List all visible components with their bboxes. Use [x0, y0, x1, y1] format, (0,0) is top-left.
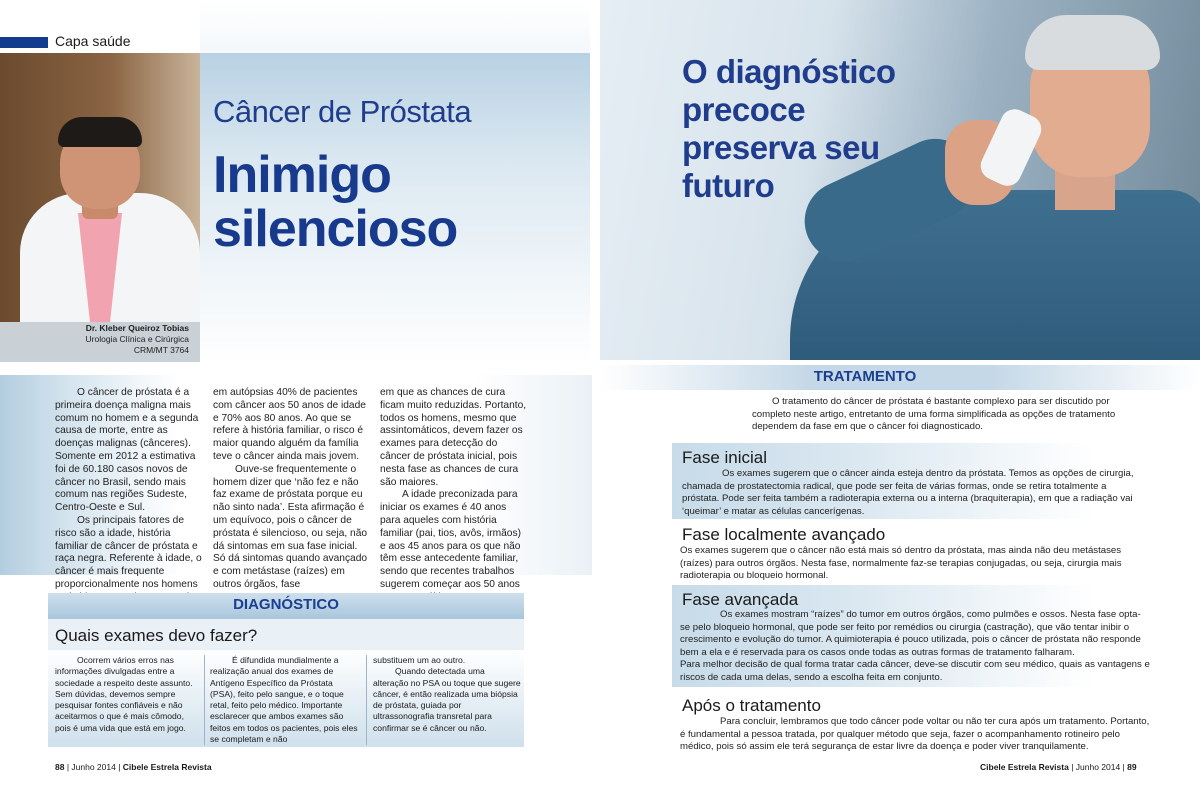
section-bar	[0, 37, 48, 48]
diagnostico-column-3	[373, 655, 521, 734]
page-number: 88	[55, 762, 65, 772]
paragraph: Os principais fatores de risco são a idade, história familiar de câncer de próstata e raça negra. Referente à idade, o câncer é mais frequente proporcionalmente nos homens	[55, 514, 202, 590]
paragraph: A idade preconizada para iniciar os exames é 40 anos para aqueles com história familiar (pai, tios, avôs, irmãos) e aos 45 anos para os que não têm esse antecedente familiar, sendo que recentes trabalhos sugerem começar aos 50 anos	[380, 489, 521, 590]
tratamento-intro	[752, 396, 1147, 434]
footer-date: | Junho 2014 |	[1068, 762, 1128, 772]
fase-localmente-avancado-text	[680, 545, 1150, 583]
paragraph: Os exames sugerem que o câncer ainda esteja dentro da próstata. Temos as opções de cirurgia, chamada de prostatectomia radical, que pode ser feita de várias formas, onde se retira totalmente a próstata. Pode ser feita também a radioterapia externa ou a interna (braquiterapia), em que a radiação vai ‘queimar’ e matar as células cancerígenas.	[682, 468, 1134, 517]
paragraph: em que as chances de cura ficam muito reduzidas. Portanto, todos os homens, mesmo que assintomáticos, devem fazer os exames para detecção do câncer de próstata inicial, pois nesta fase as chances de cura são maiores.	[380, 387, 527, 488]
fase-inicial-text	[682, 468, 1142, 518]
fase-avancada-text	[680, 609, 1150, 685]
paragraph: O câncer de próstata é a primeira doença maligna mais comum no homem e a segunda causa de morte, entre as doenças malignas (cânceres). Somente em 2012 a estimativa foi de 60.180 casos novos de câncer no Brasil, sendo mais comum nas regiões Sudeste, Centro-Oeste e Sul.	[55, 387, 199, 514]
fase-localmente-avancado-title: Fase localmente avançado	[682, 525, 886, 544]
diagnostico-column-2	[210, 655, 360, 745]
paragraph: em autópsias 40% de pacientes com câncer aos 50 anos de idade e 70% aos 80 anos. Ao que se refere à história familiar, o risco é maior quando alguém da família teve o câncer ainda mais jovem.	[213, 387, 366, 462]
magazine-name: Cibele Estrela Revista	[980, 762, 1069, 772]
fase-avancada-title: Fase avançada	[682, 590, 799, 609]
paragraph: substituem um ao outro.	[373, 655, 466, 665]
paragraph: O tratamento do câncer de próstata é bastante complexo para ser discutido por completo neste artigo, entretanto de uma forma simplificada as opções de tratamento dependem da fase em que o câncer foi diagnosticado.	[752, 396, 1116, 433]
column-divider	[366, 655, 367, 745]
doctor-name: Dr. Kleber Queiroz Tobias	[85, 323, 189, 333]
hero-line: futuro	[682, 167, 775, 204]
apos-tratamento-title: Após o tratamento	[682, 696, 821, 715]
article-headline	[213, 148, 457, 256]
doctor-photo	[0, 53, 200, 323]
diagnostico-question: Quais exames devo fazer?	[55, 626, 258, 645]
doctor-caption	[0, 323, 189, 356]
doctor-specialty: Urologia Clínica e Cirúrgica	[85, 334, 189, 344]
section-label: Capa saúde	[55, 33, 131, 49]
diagnostico-column-1	[55, 655, 198, 734]
article-column-2	[213, 387, 370, 592]
paragraph: Para melhor decisão de qual forma tratar cada câncer, deve-se discutir com seu médico, quais as vantagens e riscos de cada uma delas, sendo a escolha feita em conjunto.	[680, 659, 1150, 683]
paragraph: É difundida mundialmente a realização anual dos exames de Antígeno Específico da Próstata (PSA), feito pelo sangue, e o toque retal, feito pelo médico. Importante esclarecer que ambos exames são feitos em todos os pacientes, pois eles se completam e não	[210, 655, 358, 745]
article-kicker: Câncer de Próstata	[213, 94, 472, 129]
doctor-crm: CRM/MT 3764	[133, 345, 189, 355]
hero-headline	[682, 53, 896, 205]
paragraph: Quando detectada uma alteração no PSA ou toque que sugere câncer, é então realizada uma biópsia de próstata, guiada por ultrassonografia transretal para confirmar se é câncer ou não.	[373, 666, 521, 733]
paragraph: Para concluir, lembramos que todo câncer pode voltar ou não ter cura após um tratamento. Portanto, é fundamental a pessoa tratada, por qualquer método que seja, fazer o acompanhamento rotineiro pelo médico, pois só assim ele terá segurança de estar livre da doença e poder viver tranquilamente.	[680, 716, 1150, 753]
page-number: 89	[1127, 762, 1137, 772]
diagnostico-columns	[55, 655, 521, 745]
hero-line: preserva seu	[682, 129, 880, 166]
fase-inicial-title: Fase inicial	[682, 448, 768, 467]
article-column-3	[380, 387, 528, 605]
paragraph: Os exames sugerem que o câncer não está mais só dentro da próstata, mas ainda não deu metástases (raízes) para outros órgãos. Nesta fase, normalmente faz-se terapias conjugadas, ou seja, cirurgia mais radioterapia ou bloqueio hormonal.	[680, 545, 1122, 582]
headline-line-1: Inimigo	[213, 146, 391, 204]
paragraph: Ocorrem vários erros nas informações divulgadas entre a sociedade a respeito deste assunto. Sem dúvidas, devemos sempre pesquisar fontes confiáveis e não aceitarmos o que é mais cômodo, pois é uma vida que está em jogo.	[55, 655, 193, 733]
footer-right	[980, 762, 1137, 772]
paragraph: Ouve-se frequentemente o homem dizer que ‘não fez e não faz exame de próstata porque eu não sinto nada’. Esta afirmação é um equívoco, pois o câncer de próstata é silencioso, ou seja, não dá sintomas em sua fase inicial. Só dá sintomas quando avançado e com metástase (raízes) em outros órgãos, fase	[213, 463, 368, 590]
apos-tratamento-text	[680, 716, 1150, 754]
hero-line: O diagnóstico	[682, 53, 896, 90]
footer-left	[55, 762, 212, 772]
paragraph: Os exames mostram “raízes” do tumor em outros órgãos, como pulmões e ossos. Nesta fase opta-se pelo bloqueio hormonal, que pode ser feito por remédios ou cirurgia (castração), que vão tentar inibir o crescimento e evolução do tumor. A quimioterapia é pouco utilizada, pois o câncer de próstata não responde bem a ela e é reservada para os casos onde todas as outras formas de tratamento falharam.	[680, 609, 1141, 658]
tratamento-title: TRATAMENTO	[813, 368, 917, 385]
column-divider	[204, 655, 205, 745]
diagnostico-title: DIAGNÓSTICO	[233, 596, 339, 613]
article-column-1	[55, 387, 203, 605]
footer-date: | Junho 2014 |	[64, 762, 123, 772]
hero-line: precoce	[682, 91, 806, 128]
magazine-name: Cibele Estrela Revista	[122, 762, 212, 772]
headline-line-2: silencioso	[213, 200, 458, 258]
